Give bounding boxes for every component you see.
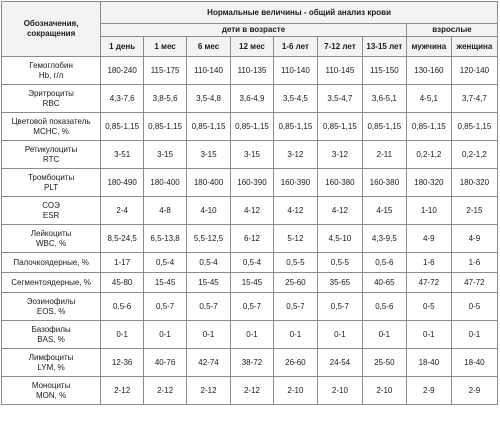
table-row bbox=[2, 141, 498, 169]
indicator-cell bbox=[2, 197, 101, 225]
value-cell: 0-1 bbox=[406, 321, 451, 349]
value-cell: 2-10 bbox=[362, 377, 406, 405]
value-cell: 0,5-4 bbox=[144, 253, 187, 273]
value-cell: 0,5-5 bbox=[317, 253, 362, 273]
indicator-name: СОЭ bbox=[42, 200, 60, 210]
indicator-abbreviation: ESR bbox=[42, 210, 60, 220]
indicator-name: Тромбоциты bbox=[27, 172, 75, 182]
table-row bbox=[2, 253, 498, 273]
value-cell: 40-65 bbox=[362, 273, 406, 293]
indicator-name: Эозинофилы bbox=[26, 296, 76, 306]
value-cell: 4-8 bbox=[144, 197, 187, 225]
corner-header-line-2: сокращения bbox=[26, 29, 76, 38]
value-cell: 3,5-4,5 bbox=[273, 85, 317, 113]
table-row bbox=[2, 113, 498, 141]
value-cell: 4-10 bbox=[187, 197, 231, 225]
value-cell: 110-135 bbox=[231, 57, 274, 85]
value-cell: 3,6-4,9 bbox=[231, 85, 274, 113]
col-header-7-12-years: 7-12 лет bbox=[317, 37, 362, 57]
col-header-1-month: 1 мес bbox=[144, 37, 187, 57]
value-cell: 8,5-24,5 bbox=[101, 225, 144, 253]
value-cell: 0,5-7 bbox=[317, 293, 362, 321]
value-cell: 18-40 bbox=[406, 349, 451, 377]
value-cell: 0,2-1,2 bbox=[451, 141, 497, 169]
value-cell: 4-15 bbox=[362, 197, 406, 225]
table-body bbox=[2, 57, 498, 405]
value-cell: 1-6 bbox=[406, 253, 451, 273]
indicator-cell bbox=[2, 57, 101, 85]
value-cell: 2-12 bbox=[101, 377, 144, 405]
value-cell: 180-400 bbox=[144, 169, 187, 197]
value-cell: 5,5-12,5 bbox=[187, 225, 231, 253]
value-cell: 0,85-1,15 bbox=[101, 113, 144, 141]
value-cell: 160-390 bbox=[273, 169, 317, 197]
value-cell: 3,5-4,7 bbox=[317, 85, 362, 113]
value-cell: 0,85-1,15 bbox=[231, 113, 274, 141]
col-header-12-months: 12 мес bbox=[231, 37, 274, 57]
value-cell: 15-45 bbox=[144, 273, 187, 293]
indicator-name: Палочкоядерные, % bbox=[13, 257, 89, 267]
value-cell: 180-400 bbox=[187, 169, 231, 197]
col-header-female: женщина bbox=[451, 37, 497, 57]
indicator-name: Цветовой показатель bbox=[11, 116, 91, 126]
value-cell: 0,5-4 bbox=[187, 253, 231, 273]
value-cell: 4-9 bbox=[406, 225, 451, 253]
table-row bbox=[2, 321, 498, 349]
col-header-6-months: 6 мес bbox=[187, 37, 231, 57]
indicator-name: Сегментоядерные, % bbox=[11, 277, 91, 287]
value-cell: 3-15 bbox=[187, 141, 231, 169]
value-cell: 4-12 bbox=[317, 197, 362, 225]
value-cell: 2-10 bbox=[273, 377, 317, 405]
col-header-1-day: 1 день bbox=[101, 37, 144, 57]
value-cell: 4-12 bbox=[231, 197, 274, 225]
value-cell: 0-1 bbox=[362, 321, 406, 349]
col-header-male: мужчина bbox=[406, 37, 451, 57]
indicator-abbreviation: MCHC, % bbox=[33, 126, 69, 136]
value-cell: 4,3-7,6 bbox=[101, 85, 144, 113]
value-cell: 4-12 bbox=[273, 197, 317, 225]
value-cell: 35-65 bbox=[317, 273, 362, 293]
indicator-name: Моноциты bbox=[31, 380, 71, 390]
indicator-cell bbox=[2, 273, 101, 293]
value-cell: 0,5-6 bbox=[101, 293, 144, 321]
indicator-abbreviation: WBC, % bbox=[35, 238, 67, 248]
value-cell: 0,85-1,15 bbox=[451, 113, 497, 141]
value-cell: 3,8-5,6 bbox=[144, 85, 187, 113]
value-cell: 2-11 bbox=[362, 141, 406, 169]
indicator-abbreviation: Hb, г/л bbox=[38, 70, 64, 80]
value-cell: 0,85-1,15 bbox=[187, 113, 231, 141]
value-cell: 0-1 bbox=[144, 321, 187, 349]
value-cell: 180-320 bbox=[406, 169, 451, 197]
value-cell: 2-12 bbox=[231, 377, 274, 405]
value-cell: 4-9 bbox=[451, 225, 497, 253]
table-row bbox=[2, 273, 498, 293]
table-row bbox=[2, 85, 498, 113]
value-cell: 6-12 bbox=[231, 225, 274, 253]
value-cell: 110-140 bbox=[187, 57, 231, 85]
indicator-cell bbox=[2, 349, 101, 377]
value-cell: 1-6 bbox=[451, 253, 497, 273]
adults-header: взрослые bbox=[406, 24, 497, 37]
value-cell: 3,6-5,1 bbox=[362, 85, 406, 113]
value-cell: 160-380 bbox=[317, 169, 362, 197]
value-cell: 0,2-1,2 bbox=[406, 141, 451, 169]
indicator-name: Базофилы bbox=[31, 324, 71, 334]
blood-norms-table bbox=[1, 1, 498, 405]
children-header: дети в возрасте bbox=[101, 24, 407, 37]
indicator-abbreviation: LYM, % bbox=[37, 362, 65, 372]
value-cell: 45-80 bbox=[101, 273, 144, 293]
value-cell: 42-74 bbox=[187, 349, 231, 377]
value-cell: 110-145 bbox=[317, 57, 362, 85]
value-cell: 180-490 bbox=[101, 169, 144, 197]
indicator-cell bbox=[2, 377, 101, 405]
value-cell: 5-12 bbox=[273, 225, 317, 253]
col-header-1-6-years: 1-6 лет bbox=[273, 37, 317, 57]
table-row bbox=[2, 293, 498, 321]
value-cell: 0-1 bbox=[101, 321, 144, 349]
indicator-name: Ретикулоциты bbox=[24, 144, 78, 154]
value-cell: 2-15 bbox=[451, 197, 497, 225]
value-cell: 130-160 bbox=[406, 57, 451, 85]
indicator-abbreviation: RTC bbox=[42, 154, 60, 164]
value-cell: 25-60 bbox=[273, 273, 317, 293]
value-cell: 0,5-6 bbox=[362, 253, 406, 273]
indicator-abbreviation: BAS, % bbox=[37, 334, 65, 344]
value-cell: 25-50 bbox=[362, 349, 406, 377]
col-header-13-15-years: 13-15 лет bbox=[362, 37, 406, 57]
corner-header bbox=[2, 2, 101, 57]
indicator-name: Эритроциты bbox=[28, 88, 74, 98]
value-cell: 0,5-5 bbox=[273, 253, 317, 273]
main-title: Нормальные величины - общий анализ крови bbox=[101, 2, 498, 24]
indicator-name: Лимфоциты bbox=[28, 352, 74, 362]
value-cell: 6,5-13,8 bbox=[144, 225, 187, 253]
table-row bbox=[2, 197, 498, 225]
value-cell: 2-12 bbox=[144, 377, 187, 405]
value-cell: 160-390 bbox=[231, 169, 274, 197]
value-cell: 0-1 bbox=[273, 321, 317, 349]
indicator-cell bbox=[2, 293, 101, 321]
value-cell: 115-175 bbox=[144, 57, 187, 85]
value-cell: 0,5-4 bbox=[231, 253, 274, 273]
value-cell: 1-10 bbox=[406, 197, 451, 225]
value-cell: 3-12 bbox=[317, 141, 362, 169]
table-row bbox=[2, 225, 498, 253]
value-cell: 2-4 bbox=[101, 197, 144, 225]
value-cell: 0,85-1,15 bbox=[406, 113, 451, 141]
value-cell: 15-45 bbox=[187, 273, 231, 293]
value-cell: 2-10 bbox=[317, 377, 362, 405]
value-cell: 3-15 bbox=[231, 141, 274, 169]
value-cell: 0-1 bbox=[187, 321, 231, 349]
value-cell: 18-40 bbox=[451, 349, 497, 377]
table-row bbox=[2, 169, 498, 197]
table-row bbox=[2, 349, 498, 377]
indicator-name: Гемоглобин bbox=[29, 60, 73, 70]
value-cell: 3-51 bbox=[101, 141, 144, 169]
indicator-cell bbox=[2, 169, 101, 197]
value-cell: 0-1 bbox=[317, 321, 362, 349]
indicator-abbreviation: EOS, % bbox=[36, 306, 66, 316]
value-cell: 0,85-1,15 bbox=[144, 113, 187, 141]
value-cell: 0,5-7 bbox=[187, 293, 231, 321]
indicator-cell bbox=[2, 225, 101, 253]
indicator-cell bbox=[2, 253, 101, 273]
indicator-abbreviation: MON, % bbox=[35, 390, 67, 400]
table-row bbox=[2, 57, 498, 85]
value-cell: 0,5-7 bbox=[144, 293, 187, 321]
value-cell: 115-150 bbox=[362, 57, 406, 85]
value-cell: 2-9 bbox=[451, 377, 497, 405]
value-cell: 4-5,1 bbox=[406, 85, 451, 113]
value-cell: 120-140 bbox=[451, 57, 497, 85]
value-cell: 2-9 bbox=[406, 377, 451, 405]
value-cell: 15-45 bbox=[231, 273, 274, 293]
corner-header-line-1: Обозначения, bbox=[23, 19, 79, 28]
value-cell: 3,7-4,7 bbox=[451, 85, 497, 113]
value-cell: 1-17 bbox=[101, 253, 144, 273]
indicator-cell bbox=[2, 113, 101, 141]
value-cell: 0-5 bbox=[406, 293, 451, 321]
value-cell: 0,85-1,15 bbox=[317, 113, 362, 141]
value-cell: 0-1 bbox=[451, 321, 497, 349]
value-cell: 4,5-10 bbox=[317, 225, 362, 253]
value-cell: 0,5-7 bbox=[231, 293, 274, 321]
value-cell: 4,3-9,5 bbox=[362, 225, 406, 253]
value-cell: 0,5-6 bbox=[362, 293, 406, 321]
value-cell: 0,85-1,15 bbox=[273, 113, 317, 141]
value-cell: 110-140 bbox=[273, 57, 317, 85]
value-cell: 38-72 bbox=[231, 349, 274, 377]
indicator-cell bbox=[2, 141, 101, 169]
value-cell: 160-380 bbox=[362, 169, 406, 197]
value-cell: 3,5-4,8 bbox=[187, 85, 231, 113]
value-cell: 47-72 bbox=[406, 273, 451, 293]
value-cell: 180-320 bbox=[451, 169, 497, 197]
indicator-abbreviation: RBC bbox=[42, 98, 60, 108]
value-cell: 0,85-1,15 bbox=[362, 113, 406, 141]
value-cell: 47-72 bbox=[451, 273, 497, 293]
value-cell: 26-60 bbox=[273, 349, 317, 377]
value-cell: 3-12 bbox=[273, 141, 317, 169]
value-cell: 0,5-7 bbox=[273, 293, 317, 321]
value-cell: 0-1 bbox=[231, 321, 274, 349]
value-cell: 40-76 bbox=[144, 349, 187, 377]
value-cell: 3-15 bbox=[144, 141, 187, 169]
table-row bbox=[2, 377, 498, 405]
value-cell: 180-240 bbox=[101, 57, 144, 85]
indicator-abbreviation: PLT bbox=[44, 182, 59, 192]
value-cell: 2-12 bbox=[187, 377, 231, 405]
value-cell: 0-5 bbox=[451, 293, 497, 321]
indicator-name: Лейкоциты bbox=[30, 228, 72, 238]
indicator-cell bbox=[2, 321, 101, 349]
indicator-cell bbox=[2, 85, 101, 113]
value-cell: 24-54 bbox=[317, 349, 362, 377]
value-cell: 12-36 bbox=[101, 349, 144, 377]
